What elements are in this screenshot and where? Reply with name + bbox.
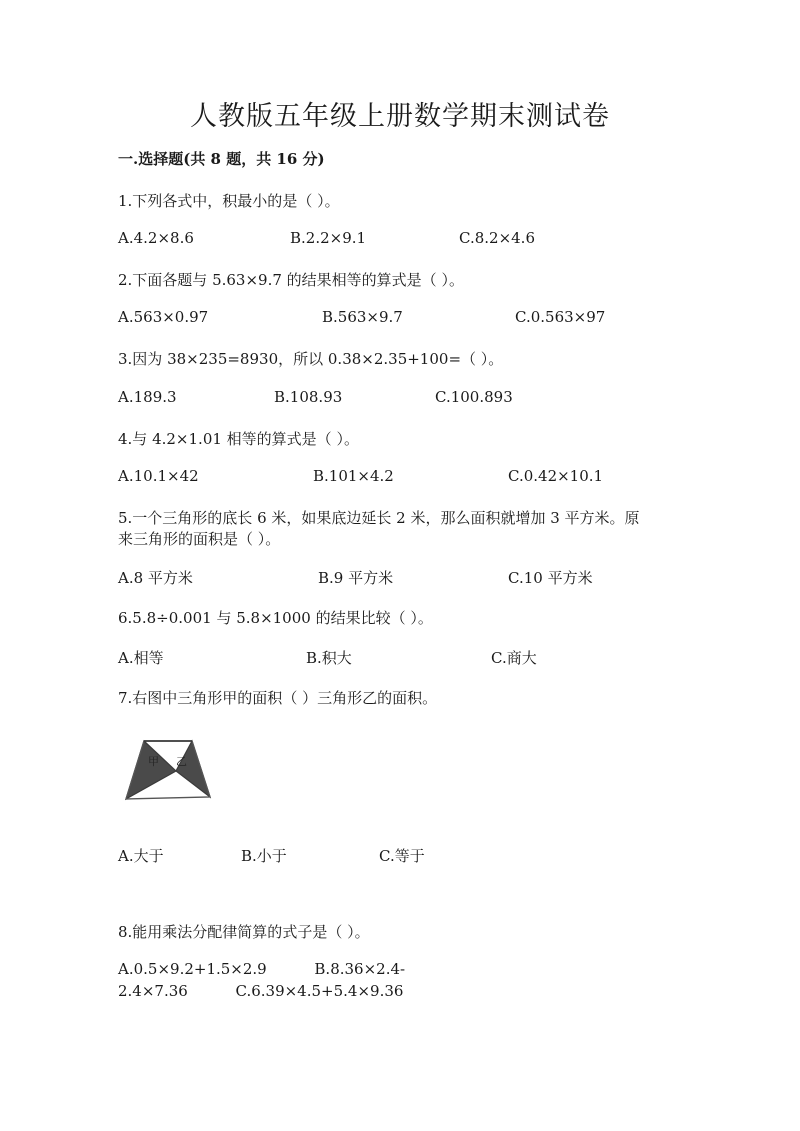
question-2-stem: 2.下面各题与 5.63×9.7 的结果相等的算式是（ ）。 bbox=[118, 271, 464, 289]
question-5-stem-line-1: 5.一个三角形的底长 6 米，如果底边延长 2 米，那么面积就增加 3 平方米。原 bbox=[118, 509, 640, 527]
question-4-option-c: C.0.42×10.1 bbox=[508, 467, 604, 485]
question-3-option-c: C.100.893 bbox=[435, 388, 513, 406]
question-3-option-b: B.108.93 bbox=[274, 388, 343, 406]
question-7-option-b: B.小于 bbox=[241, 847, 287, 865]
question-4-option-a: A.10.1×42 bbox=[118, 467, 199, 485]
question-5-stem-line-2: 来三角形的面积是（ ）。 bbox=[118, 530, 281, 548]
question-2-option-c: C.0.563×97 bbox=[515, 308, 606, 326]
question-6-stem: 6.5.8÷0.001 与 5.8×1000 的结果比较（ ）。 bbox=[118, 609, 433, 627]
question-5-option-a: A.8 平方米 bbox=[118, 569, 193, 587]
question-7-option-a: A.大于 bbox=[118, 847, 164, 865]
question-1-option-b: B.2.2×9.1 bbox=[290, 229, 367, 247]
page-title: 人教版五年级上册数学期末测试卷 bbox=[190, 101, 610, 132]
question-7-option-c: C.等于 bbox=[379, 847, 425, 865]
question-1-option-a: A.4.2×8.6 bbox=[118, 229, 194, 247]
triangle-yi-label: 乙 bbox=[176, 755, 187, 768]
triangle-figure-drawing bbox=[118, 735, 218, 807]
question-8-stem: 8.能用乘法分配律简算的式子是（ ）。 bbox=[118, 923, 370, 941]
question-1-option-c: C.8.2×4.6 bbox=[459, 229, 535, 247]
question-5-option-b: B.9 平方米 bbox=[318, 569, 394, 587]
question-2-option-a: A.563×0.97 bbox=[118, 308, 209, 326]
question-5-option-c: C.10 平方米 bbox=[508, 569, 593, 587]
question-6-option-c: C.商大 bbox=[491, 649, 537, 667]
question-3-option-a: A.189.3 bbox=[118, 388, 177, 406]
triangle-yi bbox=[176, 741, 210, 797]
question-4-stem: 4.与 4.2×1.01 相等的算式是（ ）。 bbox=[118, 430, 359, 448]
triangle-figure bbox=[118, 735, 218, 811]
question-8-options-line-2: 2.4×7.36 C.6.39×4.5+5.4×9.36 bbox=[118, 982, 404, 1000]
question-1-stem: 1.下列各式中，积最小的是（ ）。 bbox=[118, 192, 340, 210]
question-2-option-b: B.563×9.7 bbox=[322, 308, 403, 326]
section-heading: 一.选择题(共 8 题，共 16 分) bbox=[118, 150, 325, 168]
question-8-options-line-1: A.0.5×9.2+1.5×2.9 B.8.36×2.4- bbox=[118, 960, 406, 978]
question-7-stem: 7.右图中三角形甲的面积（ ）三角形乙的面积。 bbox=[118, 689, 438, 707]
triangle-jia bbox=[126, 741, 176, 799]
question-6-option-b: B.积大 bbox=[306, 649, 352, 667]
question-6-option-a: A.相等 bbox=[118, 649, 164, 667]
question-3-stem: 3.因为 38×235=8930，所以 0.38×2.35+100=（ ）。 bbox=[118, 350, 504, 368]
question-4-option-b: B.101×4.2 bbox=[313, 467, 394, 485]
triangle-jia-label: 甲 bbox=[148, 755, 159, 768]
